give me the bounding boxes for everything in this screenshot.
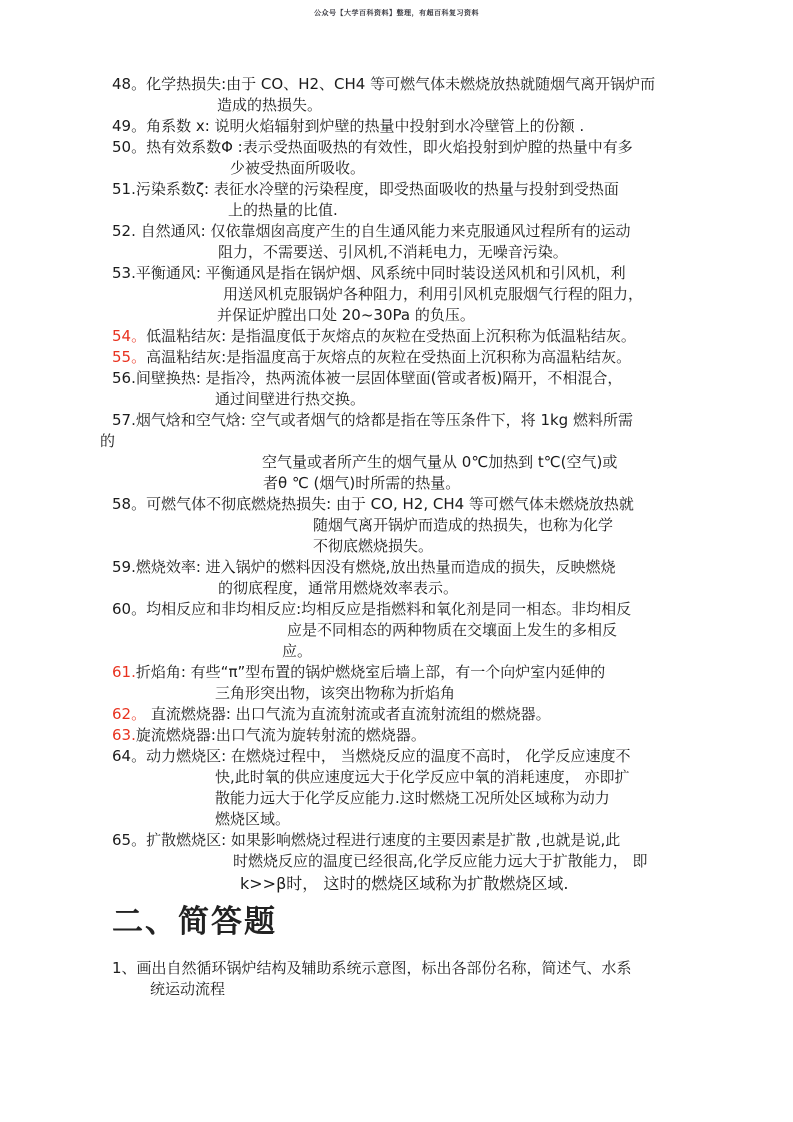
item-number: 53. [112, 264, 136, 282]
item-line: 52. 自然通风: 仅依靠烟囱高度产生的自生通风能力来克服通风过程所有的运动 [112, 222, 631, 240]
item-number: 55。 [112, 348, 147, 366]
item-number: 1、 [112, 959, 137, 977]
item-line: 统运动流程 [150, 980, 226, 998]
definition-item [0, 410, 793, 494]
item-line: 59.燃烧效率: 进入锅炉的燃料因没有燃烧,放出热量而造成的损失，反映燃烧 [112, 558, 616, 576]
item-line: 时燃烧反应的温度已经很高,化学反应能力远大于扩散能力， 即 [233, 852, 648, 870]
definition-item [0, 725, 793, 746]
item-line: 60。均相反应和非均相反应:均相反应是指燃料和氧化剂是同一相态。非均相反 [112, 600, 632, 618]
item-line: 随烟气离开锅炉而造成的热损失，也称为化学 [313, 516, 614, 534]
item-number: 48。 [112, 75, 147, 93]
item-line: 少被受热面所吸收。 [230, 159, 366, 177]
definition-item [0, 830, 793, 895]
item-number: 58。 [112, 495, 147, 513]
item-line: 65。扩散燃烧区: 如果影响燃烧过程进行速度的主要因素是扩散 ,也就是说,此 [112, 831, 621, 849]
item-line: 53.平衡通风: 平衡通风是指在锅炉烟、风系统中同时装设送风机和引风机，利 [112, 264, 626, 282]
item-line: k>>β时， 这时的燃烧区域称为扩散燃烧区域. [240, 874, 569, 893]
item-number: 54。 [112, 327, 147, 345]
item-line: 的 [100, 432, 116, 450]
item-line: 61.折焰角: 有些“π”型布置的锅炉燃烧室后墙上部，有一个向炉室内延伸的 [112, 663, 606, 681]
item-line: 64。动力燃烧区: 在燃烧过程中， 当燃烧反应的温度不高时， 化学反应速度不 [112, 747, 631, 765]
item-number: 65。 [112, 831, 147, 849]
item-line: 上的热量的比值. [228, 201, 338, 219]
item-line: 燃烧区域。 [215, 810, 291, 828]
questions-list [0, 958, 793, 1000]
definition-item [0, 494, 793, 557]
item-line: 50。热有效系数Φ :表示受热面吸热的有效性，即火焰投射到炉膛的热量中有多 [112, 138, 633, 156]
item-number: 51. [112, 180, 136, 198]
item-line: 应。 [282, 642, 313, 660]
item-number: 57. [112, 411, 136, 429]
item-line: 不彻底燃烧损失。 [313, 537, 434, 555]
item-line: 空气量或者所产生的烟气量从 0℃加热到 t℃(空气)或 [262, 453, 618, 471]
definition-item [0, 116, 793, 137]
document-content [0, 74, 793, 1000]
item-number: 64。 [112, 747, 147, 765]
item-line: 62。 直流燃烧器: 出口气流为直流射流或者直流射流组的燃烧器。 [112, 705, 551, 723]
item-line: 造成的热损失。 [217, 96, 323, 114]
section-heading: 二、简答题 [112, 904, 277, 940]
item-number: 62。 [112, 705, 147, 723]
item-line: 通过间壁进行热交换。 [215, 390, 366, 408]
item-line: 用送风机克服锅炉各种阻力，利用引风机克服烟气行程的阻力， [223, 285, 644, 303]
item-number: 49。 [112, 117, 147, 135]
item-number: 50。 [112, 138, 147, 156]
definition-item [0, 137, 793, 179]
watermark-text: 公众号【大学百科资料】整理，有超百科复习资料 [314, 9, 479, 17]
definition-item [0, 368, 793, 410]
item-line: 三角形突出物，该突出物称为折焰角 [215, 684, 456, 702]
item-line: 63.旋流燃烧器:出口气流为旋转射流的燃烧器。 [112, 726, 426, 744]
item-line: 者θ ℃ (烟气)时所需的热量。 [263, 474, 461, 492]
item-number: 60。 [112, 600, 147, 618]
item-number: 52. [112, 222, 136, 240]
item-line: 51.污染系数ζ: 表征水冷壁的污染程度，即受热面吸收的热量与投射到受热面 [112, 180, 619, 198]
definition-item [0, 221, 793, 263]
item-number: 56. [112, 369, 136, 387]
item-number: 59. [112, 558, 136, 576]
item-line: 58。可燃气体不彻底燃烧热损失: 由于 CO, H2, CH4 等可燃气体未燃烧放热就 [112, 495, 634, 513]
item-number: 61. [112, 663, 136, 681]
item-line: 48。化学热损失:由于 CO、H2、CH4 等可燃气体未燃烧放热就随烟气离开锅炉而 [112, 75, 656, 93]
definition-item [0, 704, 793, 725]
item-line: 并保证炉膛出口处 20~30Pa 的负压。 [217, 306, 475, 324]
definition-item [0, 599, 793, 662]
definition-item [0, 263, 793, 326]
item-line: 1、画出自然循环锅炉结构及辅助系统示意图，标出各部份名称，简述气、水系 [112, 959, 632, 977]
definition-item [0, 179, 793, 221]
item-line: 散能力远大于化学反应能力.这时燃烧工况所处区域称为动力 [215, 789, 610, 807]
definition-item [0, 662, 793, 704]
item-line: 的彻底程度，通常用燃烧效率表示。 [218, 579, 459, 597]
definition-item [0, 557, 793, 599]
question-item [0, 958, 793, 1000]
item-line: 55。高温粘结灰:是指温度高于灰熔点的灰粒在受热面上沉积称为高温粘结灰。 [112, 348, 632, 366]
item-line: 56.间壁换热: 是指冷，热两流体被一层固体壁面(管或者板)隔开，不相混合， [112, 369, 623, 387]
item-line: 快,此时氧的供应速度远大于化学反应中氧的消耗速度， 亦即扩 [215, 768, 630, 786]
definitions-list [0, 74, 793, 895]
item-line: 应是不同相态的两种物质在交壤面上发生的多相反 [287, 621, 618, 639]
definition-item [0, 746, 793, 830]
definition-item [0, 326, 793, 347]
item-line: 49。角系数 x: 说明火焰辐射到炉壁的热量中投射到水冷壁管上的份额 . [112, 117, 585, 135]
item-number: 63. [112, 726, 136, 744]
item-line: 54。低温粘结灰: 是指温度低于灰熔点的灰粒在受热面上沉积称为低温粘结灰。 [112, 327, 636, 345]
item-line: 阻力，不需要送、引风机,不消耗电力，无噪音污染。 [218, 243, 568, 261]
definition-item [0, 74, 793, 116]
definition-item [0, 347, 793, 368]
item-line: 57.烟气焓和空气焓: 空气或者烟气的焓都是指在等压条件下，将 1kg 燃料所需 [112, 411, 633, 429]
